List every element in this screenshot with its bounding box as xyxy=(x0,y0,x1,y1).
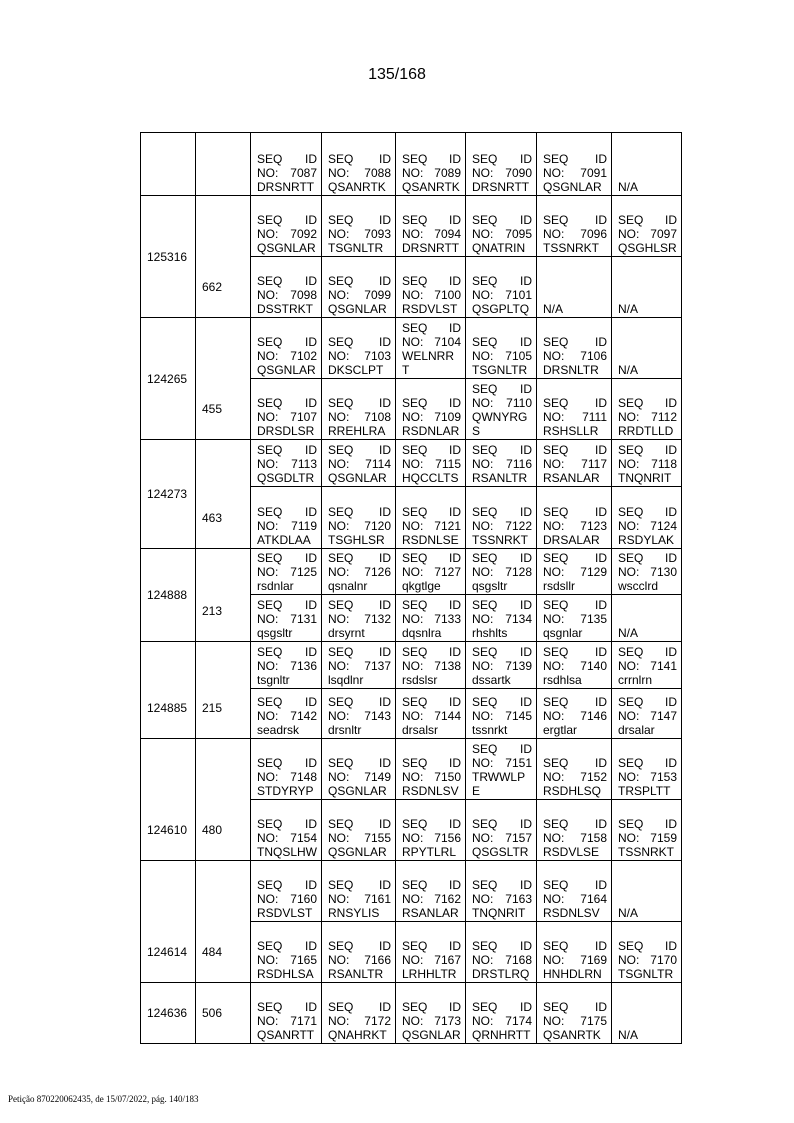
sequence-cell: SEQ ID NO: 7122 TSSNRKT xyxy=(466,487,537,549)
sequence-cell: SEQ ID NO: 7087 DRSNRTT xyxy=(251,133,322,196)
group-id-cell: 124610 xyxy=(141,739,196,861)
sequence-cell: SEQ ID NO: 7090 DRSNRTT xyxy=(466,133,537,196)
sequence-cell: SEQ ID NO: 7152 RSDHLSQ xyxy=(537,739,612,800)
sequence-table xyxy=(140,132,682,1044)
sequence-cell: SEQ ID NO: 7091 QSGNLAR xyxy=(537,133,612,196)
sequence-cell: SEQ ID NO: 7153 TRSPLTT xyxy=(612,739,682,800)
sequence-cell: SEQ ID NO: 7121 RSDNLSE xyxy=(396,487,466,549)
sequence-cell: SEQ ID NO: 7163 TNQNRIT xyxy=(466,861,537,922)
sequence-cell: SEQ ID NO: 7155 QSGNLAR xyxy=(322,800,396,861)
sequence-cell: N/A xyxy=(612,861,682,922)
sequence-cell: SEQ ID NO: 7132 drsyrnt xyxy=(322,595,396,642)
table-row xyxy=(141,861,682,922)
group-id-cell xyxy=(141,133,196,196)
table-row xyxy=(141,642,682,689)
sequence-cell: SEQ ID NO: 7161 RNSYLIS xyxy=(322,861,396,922)
sequence-cell: SEQ ID NO: 7117 RSANLAR xyxy=(537,440,612,487)
sequence-cell: SEQ ID NO: 7111 RSHSLLR xyxy=(537,379,612,440)
group-number-cell: 484 xyxy=(196,861,251,983)
sequence-cell: SEQ ID NO: 7114 QSGNLAR xyxy=(322,440,396,487)
group-number-cell: 215 xyxy=(196,642,251,739)
sequence-cell: SEQ ID NO: 7108 RREHLRA xyxy=(322,379,396,440)
sequence-cell: SEQ ID NO: 7141 crrnlrn xyxy=(612,642,682,689)
sequence-cell: SEQ ID NO: 7165 RSDHLSA xyxy=(251,922,322,983)
sequence-cell: SEQ ID NO: 7162 RSANLAR xyxy=(396,861,466,922)
group-number-cell: 463 xyxy=(196,440,251,549)
sequence-cell: SEQ ID NO: 7093 TSGNLTR xyxy=(322,196,396,257)
sequence-cell: SEQ ID NO: 7109 RSDNLAR xyxy=(396,379,466,440)
group-number-cell: 213 xyxy=(196,549,251,642)
petition-footer: Petição 870220062435, de 15/07/2022, pág. 140/183 xyxy=(8,1094,198,1104)
sequence-cell: SEQ ID NO: 7095 QNATRIN xyxy=(466,196,537,257)
group-number-cell: 662 xyxy=(196,196,251,318)
sequence-cell: SEQ ID NO: 7143 drsnltr xyxy=(322,689,396,739)
sequence-cell: SEQ ID NO: 7159 TSSNRKT xyxy=(612,800,682,861)
sequence-cell: SEQ ID NO: 7100 RSDVLST xyxy=(396,257,466,318)
sequence-cell: SEQ ID NO: 7102 QSGNLAR xyxy=(251,318,322,379)
table-row xyxy=(141,196,682,257)
table-row xyxy=(141,549,682,595)
sequence-cell: SEQ ID NO: 7136 tsgnltr xyxy=(251,642,322,689)
sequence-cell: SEQ ID NO: 7144 drsalsr xyxy=(396,689,466,739)
sequence-cell: SEQ ID NO: 7126 qsnalnr xyxy=(322,549,396,595)
group-id-cell: 124888 xyxy=(141,549,196,642)
sequence-cell: SEQ ID NO: 7104 WELNRRT xyxy=(396,318,466,379)
group-id-cell: 124885 xyxy=(141,642,196,739)
sequence-cell: N/A xyxy=(612,257,682,318)
sequence-cell: SEQ ID NO: 7147 drsalar xyxy=(612,689,682,739)
sequence-cell: SEQ ID NO: 7129 rsdsllr xyxy=(537,549,612,595)
sequence-cell: SEQ ID NO: 7118 TNQNRIT xyxy=(612,440,682,487)
sequence-cell: SEQ ID NO: 7098 DSSTRKT xyxy=(251,257,322,318)
sequence-cell: SEQ ID NO: 7133 dqsnlra xyxy=(396,595,466,642)
sequence-cell: SEQ ID NO: 7171 QSANRTT xyxy=(251,983,322,1044)
group-id-cell: 124265 xyxy=(141,318,196,440)
sequence-cell: SEQ ID NO: 7139 dssartk xyxy=(466,642,537,689)
sequence-cell: SEQ ID NO: 7119 ATKDLAA xyxy=(251,487,322,549)
sequence-cell: SEQ ID NO: 7146 ergtlar xyxy=(537,689,612,739)
sequence-cell: SEQ ID NO: 7148 STDYRYP xyxy=(251,739,322,800)
group-number-cell: 506 xyxy=(196,983,251,1044)
sequence-cell: SEQ ID NO: 7140 rsdhlsa xyxy=(537,642,612,689)
sequence-cell: SEQ ID NO: 7156 RPYTLRL xyxy=(396,800,466,861)
sequence-cell: SEQ ID NO: 7131 qsgsltr xyxy=(251,595,322,642)
sequence-cell: N/A xyxy=(537,257,612,318)
sequence-cell: SEQ ID NO: 7149 QSGNLAR xyxy=(322,739,396,800)
group-id-cell: 125316 xyxy=(141,196,196,318)
sequence-cell: SEQ ID NO: 7130 wscclrd xyxy=(612,549,682,595)
sequence-cell: N/A xyxy=(612,983,682,1044)
sequence-cell: SEQ ID NO: 7138 rsdslsr xyxy=(396,642,466,689)
sequence-cell: SEQ ID NO: 7145 tssnrkt xyxy=(466,689,537,739)
table-row xyxy=(141,133,682,196)
sequence-cell: SEQ ID NO: 7135 qsgnlar xyxy=(537,595,612,642)
sequence-cell: SEQ ID NO: 7174 QRNHRTT xyxy=(466,983,537,1044)
sequence-cell: SEQ ID NO: 7116 RSANLTR xyxy=(466,440,537,487)
sequence-cell: SEQ ID NO: 7124 RSDYLAK xyxy=(612,487,682,549)
sequence-cell: SEQ ID NO: 7173 QSGNLAR xyxy=(396,983,466,1044)
group-number-cell xyxy=(196,133,251,196)
sequence-cell: SEQ ID NO: 7089 QSANRTK xyxy=(396,133,466,196)
page-number: 135/168 xyxy=(0,66,794,84)
sequence-cell: SEQ ID NO: 7151 TRWWLPE xyxy=(466,739,537,800)
sequence-cell: SEQ ID NO: 7166 RSANLTR xyxy=(322,922,396,983)
sequence-cell: SEQ ID NO: 7103 DKSCLPT xyxy=(322,318,396,379)
sequence-cell: SEQ ID NO: 7164 RSDNLSV xyxy=(537,861,612,922)
group-number-cell: 480 xyxy=(196,739,251,861)
table-row xyxy=(141,739,682,800)
sequence-cell: SEQ ID NO: 7092 QSGNLAR xyxy=(251,196,322,257)
sequence-cell: SEQ ID NO: 7142 seadrsk xyxy=(251,689,322,739)
group-number-cell: 455 xyxy=(196,318,251,440)
sequence-cell: SEQ ID NO: 7134 rhshlts xyxy=(466,595,537,642)
sequence-cell: SEQ ID NO: 7096 TSSNRKT xyxy=(537,196,612,257)
group-id-cell: 124273 xyxy=(141,440,196,549)
sequence-cell: SEQ ID NO: 7106 DRSNLTR xyxy=(537,318,612,379)
sequence-cell: SEQ ID NO: 7128 qsgsltr xyxy=(466,549,537,595)
sequence-cell: SEQ ID NO: 7150 RSDNLSV xyxy=(396,739,466,800)
sequence-cell: SEQ ID NO: 7127 qkgtlge xyxy=(396,549,466,595)
sequence-cell: N/A xyxy=(612,133,682,196)
sequence-cell: N/A xyxy=(612,595,682,642)
sequence-cell: SEQ ID NO: 7160 RSDVLST xyxy=(251,861,322,922)
sequence-cell: SEQ ID NO: 7097 QSGHLSR xyxy=(612,196,682,257)
sequence-cell: SEQ ID NO: 7125 rsdnlar xyxy=(251,549,322,595)
sequence-cell: SEQ ID NO: 7154 TNQSLHW xyxy=(251,800,322,861)
sequence-cell: SEQ ID NO: 7123 DRSALAR xyxy=(537,487,612,549)
sequence-cell: SEQ ID NO: 7168 DRSTLRQ xyxy=(466,922,537,983)
sequence-cell: SEQ ID NO: 7107 DRSDLSR xyxy=(251,379,322,440)
sequence-cell: SEQ ID NO: 7170 TSGNLTR xyxy=(612,922,682,983)
sequence-cell: SEQ ID NO: 7172 QNAHRKT xyxy=(322,983,396,1044)
sequence-cell: SEQ ID NO: 7175 QSANRTK xyxy=(537,983,612,1044)
sequence-cell: SEQ ID NO: 7169 HNHDLRN xyxy=(537,922,612,983)
sequence-cell: SEQ ID NO: 7088 QSANRTK xyxy=(322,133,396,196)
sequence-cell: N/A xyxy=(612,318,682,379)
sequence-cell: SEQ ID NO: 7120 TSGHLSR xyxy=(322,487,396,549)
sequence-cell: SEQ ID NO: 7101 QSGPLTQ xyxy=(466,257,537,318)
sequence-cell: SEQ ID NO: 7094 DRSNRTT xyxy=(396,196,466,257)
table-row xyxy=(141,318,682,379)
sequence-cell: SEQ ID NO: 7105 TSGNLTR xyxy=(466,318,537,379)
sequence-cell: SEQ ID NO: 7115 HQCCLTS xyxy=(396,440,466,487)
sequence-cell: SEQ ID NO: 7113 QSGDLTR xyxy=(251,440,322,487)
sequence-cell: SEQ ID NO: 7099 QSGNLAR xyxy=(322,257,396,318)
group-id-cell: 124636 xyxy=(141,983,196,1044)
sequence-cell: SEQ ID NO: 7112 RRDTLLD xyxy=(612,379,682,440)
group-id-cell: 124614 xyxy=(141,861,196,983)
sequence-cell: SEQ ID NO: 7158 RSDVLSE xyxy=(537,800,612,861)
sequence-cell: SEQ ID NO: 7110 QWNYRGS xyxy=(466,379,537,440)
table-row xyxy=(141,983,682,1044)
sequence-cell: SEQ ID NO: 7167 LRHHLTR xyxy=(396,922,466,983)
sequence-cell: SEQ ID NO: 7157 QSGSLTR xyxy=(466,800,537,861)
table-row xyxy=(141,440,682,487)
sequence-cell: SEQ ID NO: 7137 lsqdlnr xyxy=(322,642,396,689)
